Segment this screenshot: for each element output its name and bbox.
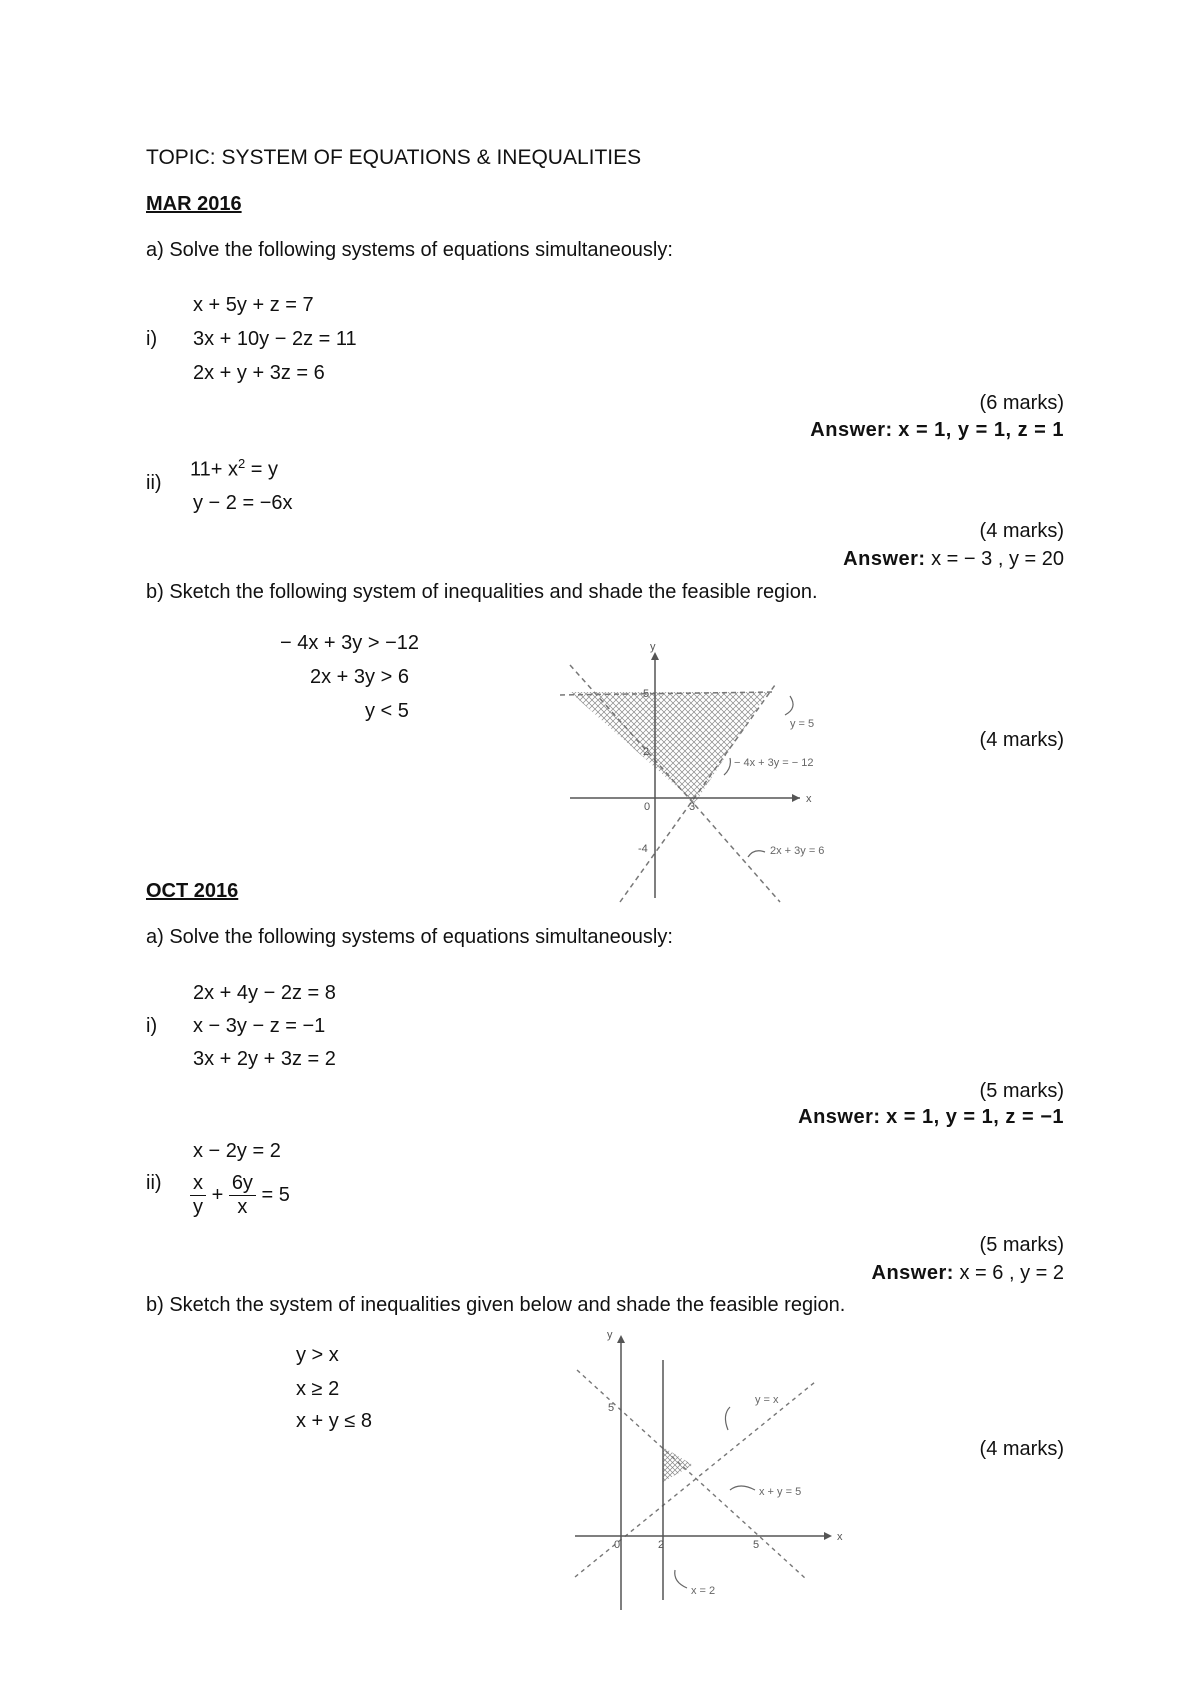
tick-label: 5 [643,688,650,700]
pointer-arrow [675,1570,687,1588]
fraction [190,1172,206,1219]
inequality: − 4x + 3y > −12 [280,632,419,654]
pointer-arrow [730,1486,755,1490]
section-heading-oct-2016: OCT 2016 [146,880,239,902]
line-label: y = x [755,1394,779,1406]
equation-rhs: = 5 [261,1183,290,1206]
line-2x-3y-6-ext [695,805,780,902]
question-label: i) [146,328,158,350]
equation: 2x + 4y − 2z = 8 [193,982,336,1004]
plus-sign: + [211,1183,224,1206]
y-axis-arrow [617,1335,625,1343]
marks: (5 marks) [979,1234,1064,1256]
inequality: y > x [296,1344,339,1366]
inequality: x ≥ 2 [296,1378,340,1400]
axis-label-x: x [806,793,812,805]
denominator: y [193,1196,203,1218]
answer-line [810,419,1064,442]
origin-label: 0 [614,1539,621,1551]
numerator: 6y [229,1172,256,1196]
part-a-instruction: a) Solve the following systems of equations simultaneously: [146,239,673,261]
part-b-instruction: b) Sketch the system of inequalities given below and shade the feasible region. [146,1294,846,1316]
denominator: x [237,1196,248,1218]
axis-label-y: y [607,1330,613,1341]
marks: (4 marks) [979,729,1064,751]
marks: (4 marks) [979,520,1064,542]
line-label: 2x + 3y = 6 [770,845,825,857]
marks: (4 marks) [979,1438,1064,1460]
equation: 3x + 2y + 3z = 2 [193,1048,336,1070]
answer-label: Answer: [843,548,926,570]
exponent: 2 [238,456,246,471]
equation: x − 2y = 2 [193,1140,281,1162]
answer-value: x = − 3 , y = 20 [931,548,1064,570]
pointer-arrow [724,758,730,775]
axis-label-y: y [650,641,656,653]
part-a-instruction: a) Solve the following systems of equations simultaneously: [146,926,673,948]
question-label: ii) [146,472,162,494]
feasible-region-graph-1 [550,640,880,905]
question-label: i) [146,1015,158,1037]
inequality: 2x + 3y > 6 [310,666,409,688]
line-label: y = 5 [790,718,815,730]
line-label: x = 2 [691,1585,716,1597]
answer-label: Answer: [871,1262,954,1284]
marks: (5 marks) [979,1080,1064,1102]
tick-label: 5 [608,1402,615,1414]
tick-label: 2 [643,746,650,758]
equation: x + 5y + z = 7 [193,294,314,316]
inequality: x + y ≤ 8 [296,1410,373,1432]
line-label: − 4x + 3y = − 12 [734,757,814,769]
numerator: x [190,1172,206,1196]
equation-part: 11+ x [190,458,238,481]
tick-label: 3 [689,801,696,813]
equation: 3x + 10y − 2z = 11 [193,328,357,350]
tick-label: -4 [638,843,648,855]
equation-part: = y [245,458,279,481]
part-b-instruction: b) Sketch the following system of inequalities and shade the feasible region. [146,581,818,603]
answer-line [798,1106,1064,1129]
question-label: ii) [146,1172,162,1194]
answer-value: x = 1, y = 1, z = 1 [898,419,1064,441]
inequality: y < 5 [365,700,409,722]
feasible-region [570,692,768,803]
answer-line [843,548,1064,571]
fraction-equation [190,1172,290,1219]
x-axis-arrow [792,794,800,802]
tick-label: 5 [753,1539,760,1551]
pointer-arrow [785,696,793,715]
equation [190,456,278,482]
tick-label: 2 [658,1539,665,1551]
answer-value: x = 6 , y = 2 [959,1262,1064,1284]
pointer-arrow [748,851,765,857]
x-axis-arrow [824,1532,832,1540]
equation: x − 3y − z = −1 [193,1015,326,1037]
equation: 2x + y + 3z = 6 [193,362,325,384]
section-heading-mar-2016: MAR 2016 [146,193,242,215]
answer-value: x = 1, y = 1, z = −1 [886,1106,1064,1128]
page-title: TOPIC: SYSTEM OF EQUATIONS & INEQUALITIES [146,146,642,169]
equation: y − 2 = −6x [193,492,293,514]
pointer-arrow [725,1407,730,1430]
answer-label: Answer: [810,419,893,441]
axis-label-x: x [837,1531,843,1543]
answer-label: Answer: [798,1106,881,1128]
line-label: x + y = 5 [759,1486,802,1498]
y-axis-arrow [651,652,659,660]
fraction [229,1172,256,1219]
origin-label: 0 [644,801,651,813]
answer-line [872,1262,1064,1285]
feasible-region-graph-2 [565,1330,865,1615]
marks: (6 marks) [979,392,1064,414]
